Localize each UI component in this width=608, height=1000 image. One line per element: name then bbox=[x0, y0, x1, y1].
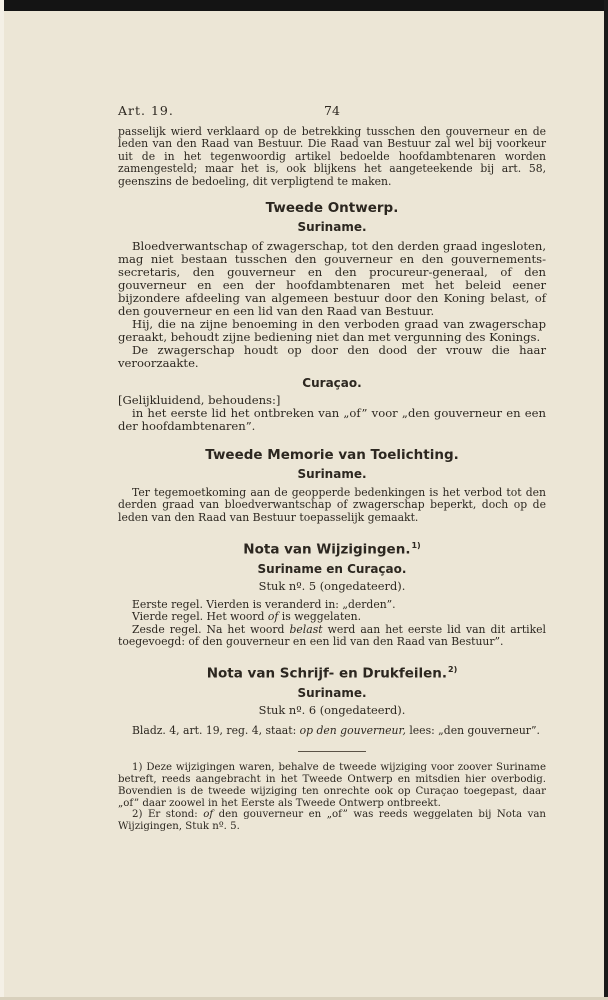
footnote-ref-2: 2) bbox=[448, 665, 458, 675]
paragraph-benoeming: Hij, die na zijne benoeming in den verboden graad van zwagerschap geraakt, behoudt zijne bediening niet dan met vergunning des Konings. bbox=[118, 317, 546, 345]
correction-line-3: Zesde regel. Na het woord belast werd aan het eerste lid van dit artikel toegevoegd: of den gouverneur en een lid van den Raad van Bestuur”. bbox=[118, 622, 546, 648]
article-reference: Art. 19. bbox=[118, 103, 174, 118]
stuk-5-reference: Stuk nº. 5 (ongedateerd). bbox=[258, 578, 406, 593]
paragraph-zwagerschap: De zwagerschap houdt op door den dood der vrouw die haar veroorzaakte. bbox=[118, 343, 546, 371]
footnote-ref-1: 1) bbox=[411, 541, 421, 551]
stuk-6-reference: Stuk nº. 6 (ongedateerd). bbox=[258, 702, 406, 717]
footnote-2: 2) Er stond: of den gouverneur en „of” was reeds weggelaten bij Nota van Wijzigingen, Stuk nº. 5. bbox=[118, 809, 546, 833]
heading-nota-van-drukfeilen: Nota van Schrijf- en Drukfeilen.$^{2)}$ bbox=[206, 665, 458, 682]
running-head bbox=[118, 100, 546, 122]
subheading-suriname-en-curacao: Suriname en Curaçao. bbox=[257, 561, 407, 576]
heading-nota-van-wijzigingen: Nota van Wijzigingen.$^{1)}$ bbox=[243, 541, 421, 558]
paragraph-bloedverwantschap: Bloedverwantschap of zwagerschap, tot den derden graad ingesloten, mag niet bestaan tusschen den gouverneur en den gouvernements-secretaris, den gouverneur en den procureur-generaal, of den gouverneur en een der hoofdambtenaren met het beleid eener bijzondere afdeeling van algemeen bestuur door den Koning belast, of den gouverneur en een lid van den Raad van Bestuur. bbox=[118, 239, 546, 319]
scan-border-top bbox=[0, 0, 608, 11]
footnote-1: 1) Deze wijzigingen waren, behalve de tweede wijziging voor zoover Suriname betreft, reeds aangebracht in het Tweede Ontwerp en mitsdien hier overbodig. Bovendien is de tweede wijziging ten onrechte ook op Curaçao toegepast, daar „of” daar zoowel in het Eerste als Tweede Ontwerp ontbreekt. bbox=[118, 762, 546, 809]
subheading-suriname-1: Suriname. bbox=[297, 220, 367, 235]
correction-line-1: Eerste regel. Vierden is veranderd in: „derden”. bbox=[132, 597, 396, 611]
heading-memorie-van-toelichting: Tweede Memorie van Toelichting. bbox=[205, 447, 459, 464]
erratum-line: Bladz. 4, art. 19, reg. 4, staat: op den gouverneur, lees: „den gouverneur”. bbox=[132, 723, 540, 737]
subheading-curacao: Curaçao. bbox=[302, 376, 362, 391]
paragraph-eerste-lid: in het eerste lid het ontbreken van „of” voor „den gouverneur en een der hoofdambtenaren”. bbox=[118, 406, 546, 434]
scan-border-right bbox=[604, 0, 608, 1000]
page-number: 74 bbox=[324, 103, 340, 118]
scan-border-left bbox=[0, 0, 4, 1000]
heading-tweede-ontwerp: Tweede Ontwerp. bbox=[265, 200, 399, 217]
subheading-suriname-2: Suriname. bbox=[297, 467, 367, 482]
correction-line-2: Vierde regel. Het woord of is weggelaten. bbox=[132, 610, 362, 624]
paragraph-gelijkluidend: [Gelijkluidend, behoudens:] bbox=[118, 393, 281, 408]
footnote-divider bbox=[298, 751, 366, 752]
paragraph-top: passelijk wierd verklaard op de betrekking tusschen den gouverneur en de leden van den Raad van Bestuur. Die Raad van Bestuur zal wel bij voorkeur uit de in het tegenwoordig artikel bedoelde hoofdambtenaren worden zamengesteld; maar het is, ook blijkens het aangeteekende bij art. 58, geenszins de bedoeling, dit verpligtend te maken. bbox=[118, 125, 546, 188]
book-page bbox=[118, 100, 546, 833]
paragraph-tegemoetkoming: Ter tegemoetkoming aan de geopperde bedenkingen is het verbod tot den derden graad van bloedverwantschap of zwagerschap beperkt, doch op de leden van den Raad van Bestuur toepasselijk gemaakt. bbox=[118, 486, 546, 524]
subheading-suriname-3: Suriname. bbox=[297, 685, 367, 700]
